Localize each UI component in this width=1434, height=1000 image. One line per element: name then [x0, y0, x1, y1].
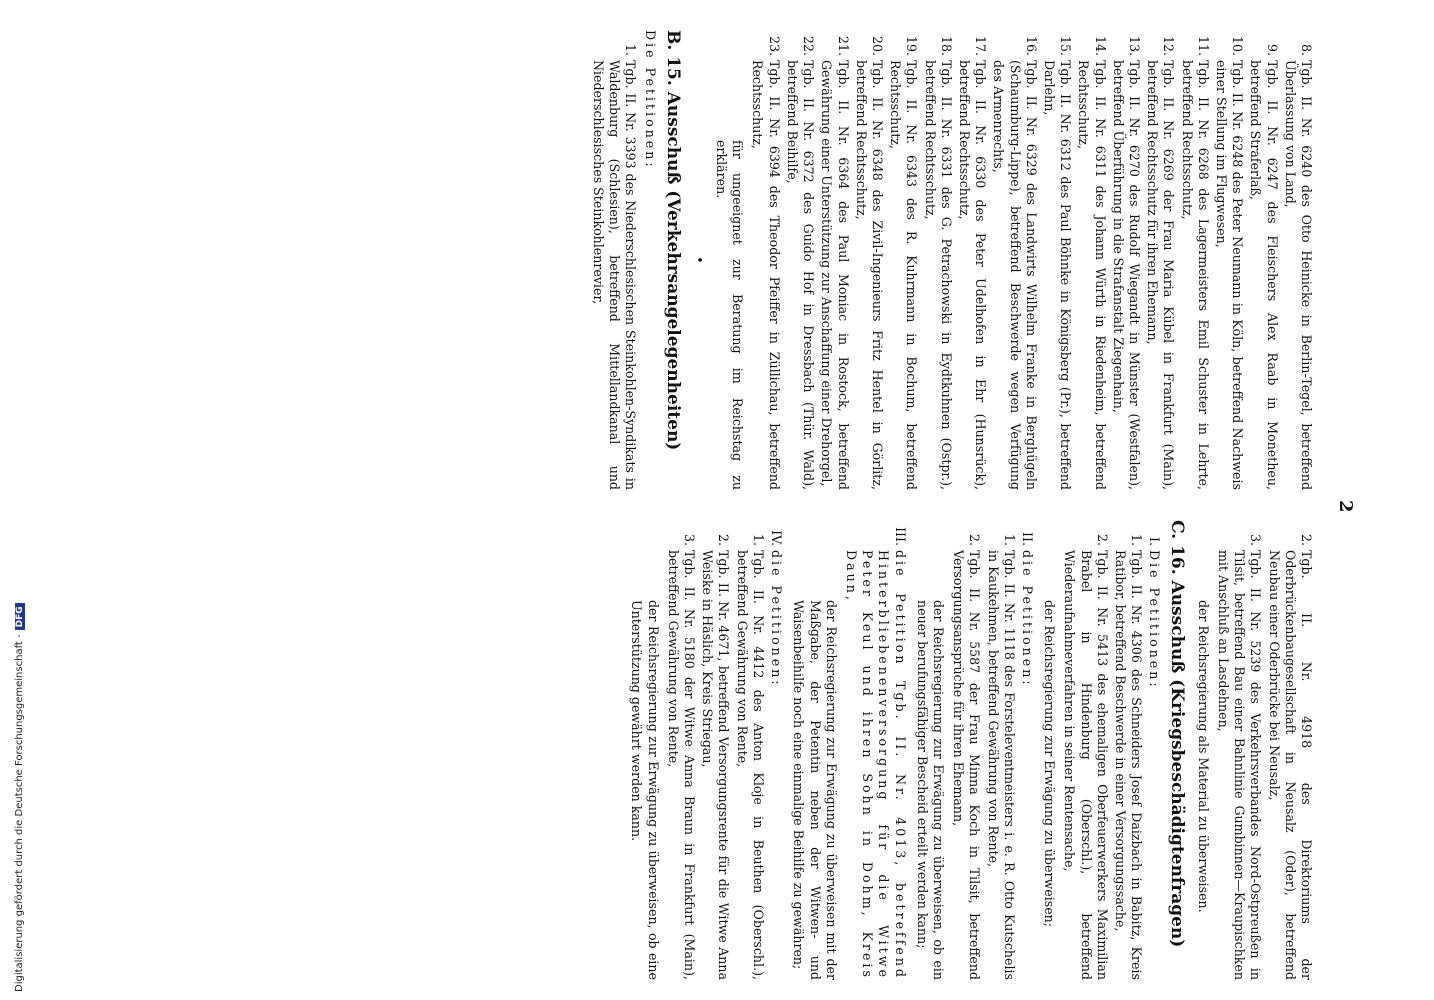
entry-text: Tgb. II. Nr. 5180 der Witwe Anna Braun in Frankfurt (Main), betreffend Gewährung von Rente,	[665, 550, 698, 980]
entry-number: 2.	[1094, 533, 1110, 546]
section-conclusion: der Reichsregierung zur Erwägung zu überweisen mit der Maßgabe, der Petentin neben der Witwen- und Waisenbeihilfe noch eine einmalige Beihilfe zu gewähren;	[791, 600, 839, 980]
petition-entry	[990, 30, 1039, 490]
petition-entry	[784, 30, 816, 490]
entry-number: 3.	[682, 533, 698, 546]
page-number: 2	[1335, 500, 1356, 513]
entry-text: Tgb. II. Nr. 6331 des G. Petrachowski in Eydtkuhnen (Ostpr.), betreffend Rechtsschutz,	[922, 60, 954, 490]
entry-number: 21.	[835, 35, 851, 56]
entry-text: Tgb. II. Nr. 4918 des Direktoriums der Oderbrückenbaugesellschaft in Neusalz (Oder), betreffend Neubau einer Oderbrücke bei Neusalz,	[1266, 550, 1314, 980]
left-petitions-label: Die Petitionen:	[643, 30, 659, 170]
petition-entry	[956, 30, 988, 490]
section-header	[1146, 520, 1162, 980]
right-column	[622, 520, 1314, 980]
footer-credit-text: Digitalisierung gefördert durch die Deutsche Forschungsgemeinschaft -	[14, 634, 25, 992]
section-label: die Petitionen:	[769, 550, 785, 688]
petition-entry	[1112, 520, 1144, 980]
entry-text: Tgb. II. Nr. 6329 des Landwirts Wilhelm Franke in Berghügeln (Schaumburg-Lippe), betreffend Beschwerde wegen Verfügung des Armenrechts,	[991, 60, 1039, 490]
petition-entry	[818, 30, 850, 490]
dfg-logo: DFG	[15, 603, 25, 630]
petition-entry	[699, 520, 731, 980]
left-trailing-list	[590, 30, 639, 490]
entry-text: Tgb. II. Nr. 5587 der Frau Minna Koch in Tilsit, betreffend Versorgungsansprüche für ihren Ehemann,	[951, 550, 983, 980]
entry-number: 1.	[750, 533, 766, 546]
section-conclusion: der Reichsregierung zur Erwägung zu überweisen, ob eine Unterstützung gewährt werden kann.	[629, 600, 661, 980]
entry-number: 12.	[1161, 35, 1177, 56]
footer-credit	[14, 603, 25, 992]
entry-text: Tgb. II. Nr. 3393 des Niederschlesischen Steinkohlen-Syndikats in Waldenburg (Schlesien), betreffend Mittellandkanal und Niederschlesisches Steinkohlenrevier,	[590, 60, 639, 490]
right-top-list	[1215, 520, 1314, 980]
right-sections	[628, 520, 1162, 980]
entry-number: 2.	[967, 533, 983, 546]
entry-text: Tgb. II. Nr. 4412 des Anton Kloje in Beuthen (Oberschl.), betreffend Gewährung von Rente,	[734, 550, 766, 980]
entry-text: Tgb. II. Nr. 5413 des ehemaligen Oberfeuerwerkers Maximilian Brabel in Hindenburg (Oberschl.), betreffend Wiederaufnahmeverfahren in seiner Rentensache,	[1062, 550, 1110, 980]
section-label: die Petition Tgb. II. Nr. 4013, betreffend Hinterbliebenenversorgung für die Witwe Peter Keul und ihren Sohn in Dohm, Kreis Daun,	[843, 550, 908, 980]
section-roman: II.	[1019, 532, 1035, 546]
entry-text: Tgb. II. Nr. 6364 des Paul Moniac in Rostock, betreffend Gewährung einer Unterstützung zur Anschaffung einer Drehorgel,	[819, 60, 851, 490]
petition-entry	[1215, 520, 1264, 980]
petition-entry	[1282, 30, 1314, 490]
entry-number: 11.	[1195, 35, 1211, 56]
petition-section	[914, 520, 1035, 980]
entry-number: 8.	[1299, 43, 1314, 56]
left-column	[588, 30, 1314, 490]
petition-section	[1041, 520, 1162, 980]
petition-entry	[1075, 30, 1107, 490]
entry-number: 10.	[1230, 35, 1246, 56]
petition-entry	[887, 30, 919, 490]
petition-entry	[1247, 30, 1279, 490]
section-label: Die Petitionen:	[1147, 550, 1163, 690]
entry-text: Tgb. II. Nr. 6330 des Peter Udelhofen in Ehr (Hunsrück), betreffend Rechtsschutz,	[956, 60, 989, 490]
entry-number: 18.	[938, 35, 954, 56]
entry-number: 15.	[1058, 35, 1074, 56]
entry-number: 13.	[1126, 35, 1142, 56]
entry-number: 1.	[623, 43, 639, 56]
entry-number: 22.	[801, 35, 817, 56]
petition-entry	[950, 520, 982, 980]
entry-number: 1.	[1001, 533, 1017, 546]
heading-b15: B. 15. Ausschuß (Verkehrsangelegenheiten)	[662, 30, 683, 451]
petition-entry	[1178, 30, 1210, 490]
petition-entry	[1265, 520, 1314, 980]
entry-text: Tgb. II. Nr. 6348 des Zivil-Ingenieurs Fritz Hentel in Görlitz, betreffend Rechtsschutz,	[853, 60, 885, 490]
section-label: die Petitionen:	[1019, 550, 1035, 688]
entry-number: 2.	[716, 533, 732, 546]
petition-entry	[1144, 30, 1176, 490]
petition-entry	[1041, 30, 1073, 490]
left-conclusion: für ungeeignet zur Beratung im Reichstag zu erklären.	[714, 140, 746, 490]
petition-entry	[749, 30, 781, 490]
entry-text: Tgb. II. Nr. 6270 des Rudolf Wiegandt in Münster (Westfalen), betreffend Überführung in die Strafanstalt Ziegenhain,	[1110, 60, 1142, 490]
entry-number: 17.	[973, 35, 989, 56]
entry-text: Tgb. II. Nr. 4306 des Schneiders Josef Daizbach in Babitz, Kreis Ratibor, betreffend Beschwerde in einer Versorgungssache,	[1112, 550, 1145, 980]
entry-text: Tgb. II. Nr. 6248 des Peter Neumann in Köln, betreffend Nachweis einer Stellung im Flugwesen,	[1213, 60, 1246, 490]
footer-strip	[0, 0, 25, 1000]
section-header	[1019, 520, 1035, 980]
entry-number: 23.	[766, 35, 782, 56]
entry-text: Tgb. II. Nr. 4671, betreffend Versorgungsrente für die Witwe Anna Weiske in Häslich, Kreis Striegau,	[700, 550, 732, 980]
petition-entry	[853, 30, 885, 490]
section-header	[843, 520, 908, 980]
entry-text: Tgb. II. Nr. 6240 des Otto Heinicke in Berlin-Tegel, betreffend Überlassung von Land,	[1282, 60, 1314, 490]
entry-text: Tgb. II. Nr. 6394 des Theodor Pfeiffer in Züllichau, betreffend Rechtsschutz,	[750, 60, 782, 490]
entry-text: Tgb. II. Nr. 5239 des Verkehrsverbandes Nord-Ostpreußen in Tilsit, betreffend Bau einer Bahnlinie Gumbinnen—Kraupischken mit Anschluß an Lasdehnen,	[1215, 550, 1264, 980]
right-top-conclusion: der Reichsregierung als Material zu überweisen.	[1195, 600, 1211, 913]
petition-entry	[1061, 520, 1110, 980]
section-conclusion: der Reichsregierung zur Erwägung zu überweisen, ob ein neuer berufungsfähiger Bescheid erteilt werden kann;	[914, 600, 946, 980]
entry-number: 1.	[1129, 533, 1145, 546]
entry-number: 20.	[869, 35, 885, 56]
petition-entry	[590, 30, 639, 490]
section-header	[768, 520, 784, 980]
section-roman: III.	[892, 527, 908, 546]
left-entry-list	[749, 30, 1314, 490]
entry-text: Tgb. II. Nr. 6312 des Paul Böhnke in Königsberg (Pr.), betreffend Darlehn,	[1041, 60, 1074, 490]
section-roman: I.	[1147, 537, 1163, 546]
entry-text: Tgb. II. Nr. 1118 des Forsteleventmeisters i. e. R. Otto Kutschelis in Kaukehmen, betreffend Gewährung von Rente,	[985, 550, 1017, 980]
bullet-mark: •	[691, 256, 707, 264]
entry-text: Tgb. II. Nr. 6343 des R. Kuhrmann in Bochum, betreffend Rechtsschutz,	[888, 60, 920, 490]
petition-entry	[1213, 30, 1245, 490]
petition-entry	[921, 30, 953, 490]
heading-c16: C. 16. Ausschuß (Kriegsbeschädigtenfragen)	[1166, 520, 1187, 948]
section-roman: IV.	[769, 530, 785, 546]
petition-entry	[665, 520, 697, 980]
petition-entry	[1110, 30, 1142, 490]
entry-text: Tgb. II. Nr. 6247 des Fleischers Alex Raab in Monetheu, betreffend Straferlaß,	[1248, 60, 1280, 490]
petition-section	[628, 520, 784, 980]
entry-text: Tgb. II. Nr. 6269 der Frau Maria Kübel in Frankfurt (Main), betreffend Rechtsschutz für ihren Ehemann,	[1145, 60, 1177, 490]
entry-number: 3.	[1248, 533, 1264, 546]
petition-entry	[984, 520, 1016, 980]
petition-entry	[734, 520, 766, 980]
entry-text: Tgb. II. Nr. 6372 des Guido Hof in Dressbach (Thür. Wald), betreffend Beihilfe,	[784, 60, 817, 490]
entry-number: 2.	[1299, 533, 1314, 546]
petition-section	[790, 520, 907, 980]
section-conclusion: der Reichsregierung zur Erwägung zu überweisen;	[1042, 600, 1058, 927]
entry-number: 9.	[1264, 43, 1280, 56]
entry-text: Tgb. II. Nr. 6268 des Lagermeisters Emil Schuster in Lehrte, betreffend Rechtsschutz,	[1179, 60, 1211, 490]
entry-number: 14.	[1092, 35, 1108, 56]
entry-number: 19.	[904, 35, 920, 56]
entry-number: 16.	[1023, 35, 1039, 56]
entry-text: Tgb. II. Nr. 6311 des Johann Würth in Riedenheim, betreffend Rechtsschutz,	[1076, 60, 1108, 490]
